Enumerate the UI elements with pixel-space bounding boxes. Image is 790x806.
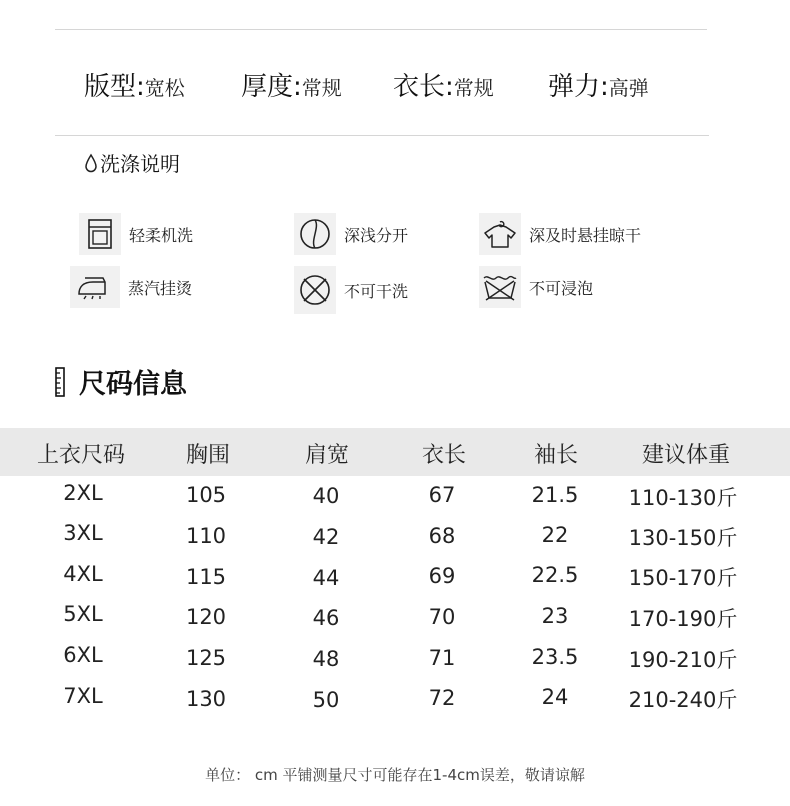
attribute-key: 版型: [84, 72, 137, 102]
cell-sleeve: 23.5: [531, 645, 579, 669]
cell-sleeve: 22.5: [531, 563, 579, 587]
no-soak-icon: [479, 266, 521, 308]
size-title-text: 尺码信息: [79, 369, 187, 400]
no-dry-clean-icon: [294, 266, 336, 314]
cell-size: 5XL: [63, 602, 103, 626]
care-item: [294, 266, 408, 314]
hang-dry-icon: [479, 213, 521, 255]
washing-machine-icon: [79, 213, 121, 255]
column-header-length: 衣长: [421, 443, 467, 468]
care-label: 深及时悬挂晾干: [529, 225, 642, 245]
cell-chest: 105: [185, 483, 227, 507]
attribute-fit: 版型:宽松: [84, 72, 185, 102]
cell-length: 72: [428, 686, 456, 710]
cell-length: 69: [428, 564, 456, 588]
attribute-value: 常规: [301, 76, 342, 100]
cell-weight: 190-210斤: [628, 648, 738, 672]
top-divider: [55, 29, 707, 30]
cell-size: 6XL: [63, 643, 103, 667]
attribute-key: 弹力: [548, 72, 601, 102]
column-header-chest: 胸围: [185, 443, 231, 468]
attribute-thickness: 厚度:常规: [241, 72, 342, 102]
care-item: [479, 266, 593, 308]
care-item: [294, 213, 408, 255]
cell-weight: 170-190斤: [628, 607, 738, 631]
cell-sleeve: 24: [541, 685, 569, 709]
cell-weight: 150-170斤: [628, 566, 738, 590]
cell-chest: 125: [185, 646, 227, 670]
cell-shoulder: 46: [312, 606, 340, 630]
steam-iron-icon: [70, 266, 120, 308]
column-header-sleeve: 袖长: [533, 443, 579, 468]
care-label: 轻柔机洗: [129, 225, 194, 245]
cell-chest: 110: [185, 524, 227, 548]
washing-title-text: 洗涤说明: [100, 152, 180, 176]
care-label: 深浅分开: [344, 225, 409, 245]
care-item: [479, 213, 641, 255]
cell-chest: 115: [185, 565, 227, 589]
size-table-header: [0, 428, 790, 476]
cell-size: 3XL: [63, 521, 103, 545]
separate-colors-icon: [294, 213, 336, 255]
attribute-value: 宽松: [144, 76, 185, 100]
cell-length: 68: [428, 524, 456, 548]
care-label: 不可浸泡: [529, 278, 594, 298]
cell-sleeve: 23: [541, 604, 569, 628]
attribute-key: 厚度: [241, 72, 294, 102]
care-label: 不可干洗: [344, 281, 409, 301]
attribute-length: 衣长:常规: [393, 72, 494, 102]
size-section-title: [55, 362, 187, 401]
section-divider: [55, 135, 709, 136]
ruler-icon: [55, 367, 67, 397]
cell-shoulder: 40: [312, 484, 340, 508]
cell-shoulder: 48: [312, 647, 340, 671]
cell-size: 7XL: [63, 684, 103, 708]
cell-weight: 210-240斤: [628, 688, 738, 712]
care-item: [79, 213, 193, 255]
attribute-value: 常规: [453, 76, 494, 100]
cell-sleeve: 21.5: [531, 483, 579, 507]
cell-weight: 130-150斤: [628, 526, 738, 550]
cell-length: 67: [428, 483, 456, 507]
care-item: [70, 266, 192, 308]
cell-length: 70: [428, 605, 456, 629]
attribute-key: 衣长: [393, 72, 446, 102]
cell-shoulder: 42: [312, 525, 340, 549]
column-header-size: 上衣尺码: [36, 443, 126, 468]
cell-sleeve: 22: [541, 523, 569, 547]
cell-shoulder: 50: [312, 688, 340, 712]
water-drop-icon: [84, 153, 98, 173]
cell-length: 71: [428, 646, 456, 670]
care-label: 蒸汽挂烫: [128, 278, 193, 298]
cell-chest: 130: [185, 687, 227, 711]
attribute-value: 高弹: [608, 76, 649, 100]
washing-title: [84, 148, 180, 177]
column-header-weight: 建议体重: [641, 443, 731, 468]
cell-weight: 110-130斤: [628, 486, 738, 510]
column-header-shoulder: 肩宽: [304, 443, 350, 468]
measurement-note: 单位： cm 平铺测量尺寸可能存在1-4cm误差，敬请谅解: [205, 766, 585, 784]
cell-size: 2XL: [63, 481, 103, 505]
cell-shoulder: 44: [312, 566, 340, 590]
cell-size: 4XL: [63, 562, 103, 586]
attribute-elasticity: 弹力:高弹: [548, 72, 649, 102]
cell-chest: 120: [185, 605, 227, 629]
